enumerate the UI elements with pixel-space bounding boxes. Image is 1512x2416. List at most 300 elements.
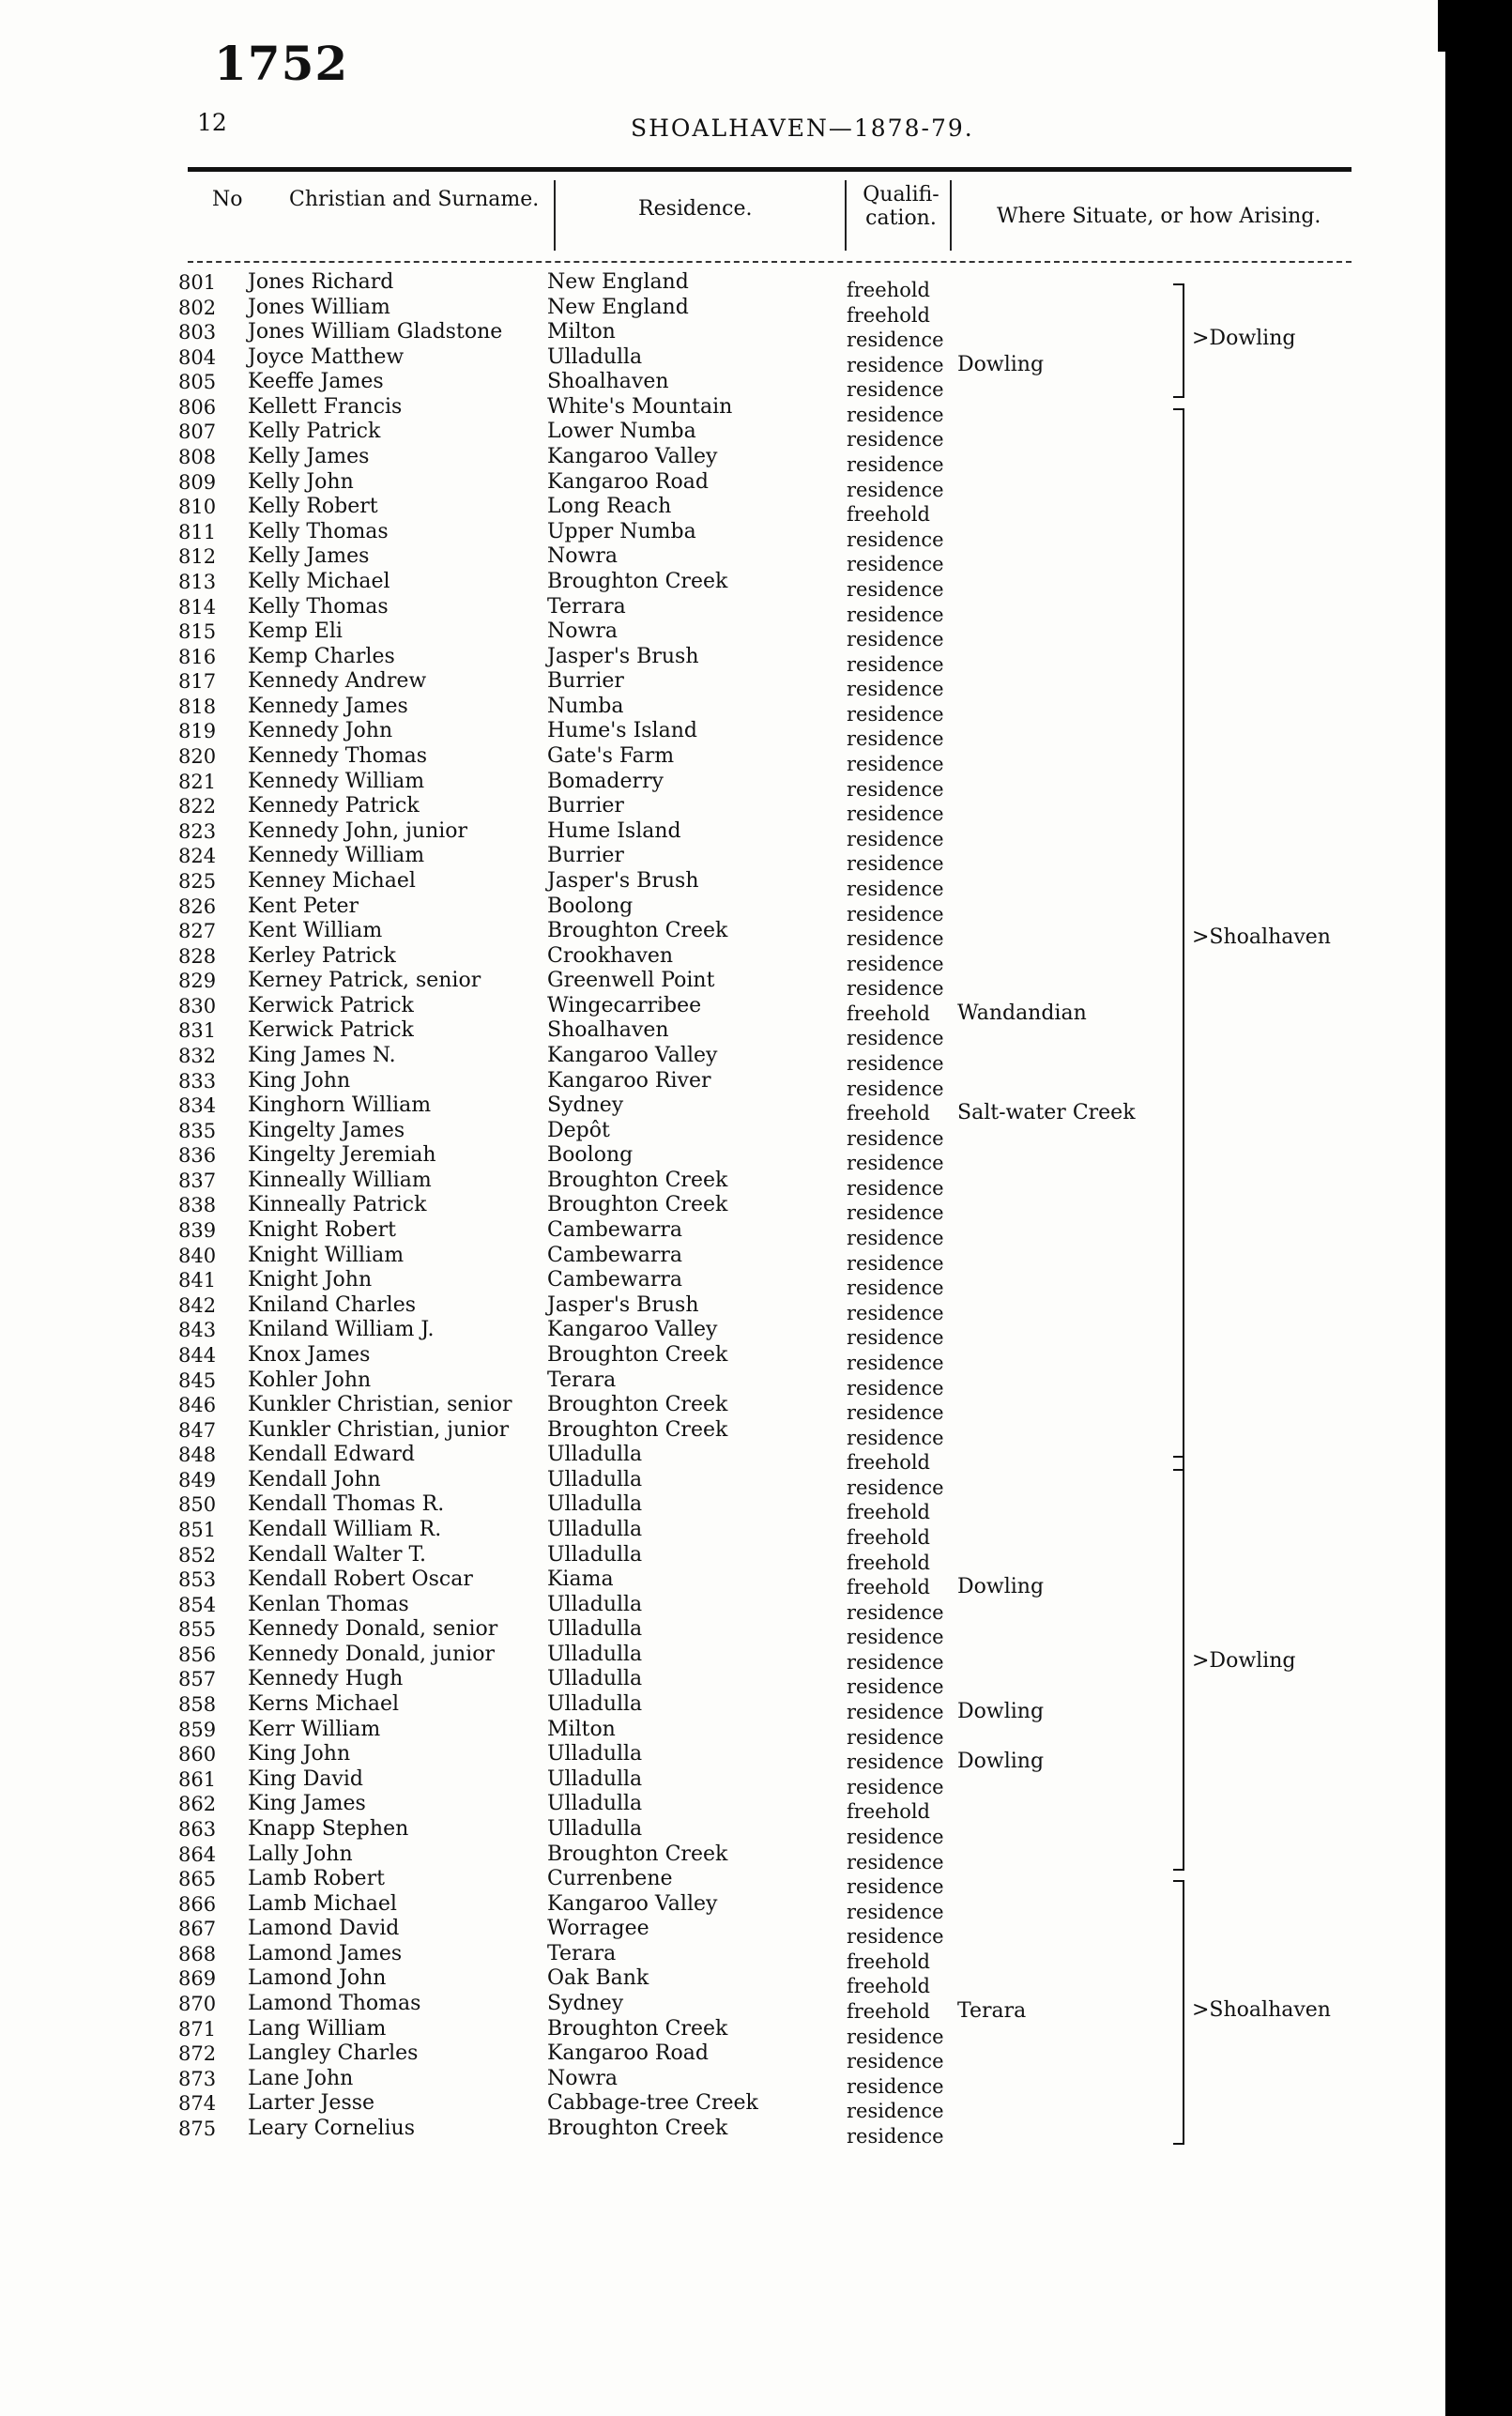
entry-qualification: freehold bbox=[847, 1576, 930, 1599]
entry-qualification: freehold bbox=[847, 1551, 930, 1574]
entry-residence: Crookhaven bbox=[547, 943, 674, 968]
table-row bbox=[0, 1243, 1438, 1275]
entry-name: Kennedy John bbox=[248, 719, 393, 743]
entry-residence: Kangaroo Valley bbox=[547, 1043, 718, 1067]
entry-residence: Cabbage-tree Creek bbox=[547, 2091, 758, 2116]
column-header-where: Where Situate, or how Arising. bbox=[997, 205, 1321, 228]
entry-number: 825 bbox=[178, 869, 217, 893]
table-row bbox=[0, 1168, 1438, 1200]
entry-qualification: residence bbox=[847, 1476, 944, 1499]
entry-qualification: residence bbox=[847, 603, 944, 626]
entry-name: Lane John bbox=[248, 2066, 354, 2090]
entry-name: Kennedy John, junior bbox=[248, 818, 468, 843]
table-row bbox=[0, 1043, 1438, 1075]
entry-qualification: residence bbox=[847, 403, 944, 426]
entry-number: 861 bbox=[178, 1767, 217, 1791]
entry-name: Kelly Michael bbox=[248, 569, 390, 593]
entry-residence: Ulladulla bbox=[547, 1742, 643, 1766]
entry-qualification: residence bbox=[847, 727, 944, 751]
table-row bbox=[0, 1292, 1438, 1324]
table-row bbox=[0, 1891, 1438, 1923]
entry-name: Langley Charles bbox=[248, 2041, 419, 2066]
entry-residence: Terara bbox=[547, 1368, 617, 1392]
entry-name: Lang William bbox=[248, 2016, 387, 2041]
entry-number: 867 bbox=[178, 1918, 217, 1941]
entry-residence: Nowra bbox=[547, 544, 618, 569]
entry-residence: Jasper's Brush bbox=[547, 1292, 699, 1317]
entry-name: Kent William bbox=[248, 919, 383, 943]
entry-qualification: residence bbox=[847, 1900, 944, 1923]
table-row bbox=[0, 594, 1438, 626]
entry-name: Knapp Stephen bbox=[248, 1816, 409, 1841]
entry-residence: Ulladulla bbox=[547, 1667, 643, 1691]
table-row bbox=[0, 445, 1438, 477]
entry-name: Lamb Michael bbox=[248, 1891, 397, 1916]
entry-number: 826 bbox=[178, 895, 217, 918]
entry-name: Kerwick Patrick bbox=[248, 993, 414, 1017]
entry-number: 837 bbox=[178, 1169, 217, 1192]
group-label: >Dowling bbox=[1192, 1648, 1296, 1673]
entry-number: 848 bbox=[178, 1444, 217, 1467]
entry-where-situate: Dowling bbox=[957, 352, 1045, 376]
table-row bbox=[0, 1842, 1438, 1873]
qualification-header-line1: Qualifi- bbox=[863, 183, 939, 206]
entry-qualification: residence bbox=[847, 1126, 944, 1150]
entry-residence: Broughton Creek bbox=[547, 1842, 728, 1866]
entry-number: 845 bbox=[178, 1369, 217, 1392]
entry-name: Kelly Thomas bbox=[248, 594, 389, 619]
table-row bbox=[0, 694, 1438, 726]
entry-residence: Burrier bbox=[547, 794, 624, 818]
entry-number: 853 bbox=[178, 1568, 217, 1592]
entry-qualification: residence bbox=[847, 1701, 944, 1724]
entry-name: Kellett Francis bbox=[248, 394, 403, 419]
table-row bbox=[0, 1093, 1438, 1125]
entry-name: Kerley Patrick bbox=[248, 943, 396, 968]
entry-qualification: residence bbox=[847, 1351, 944, 1374]
entry-name: Kennedy James bbox=[248, 694, 408, 718]
entry-residence: Ulladulla bbox=[547, 1692, 643, 1717]
entry-qualification: freehold bbox=[847, 1526, 930, 1549]
entry-name: Larter Jesse bbox=[248, 2091, 375, 2116]
entry-qualification: residence bbox=[847, 1725, 944, 1749]
entry-qualification: residence bbox=[847, 902, 944, 925]
entry-name: Kendall Edward bbox=[248, 1443, 415, 1467]
entry-qualification: freehold bbox=[847, 1800, 930, 1824]
entry-number: 802 bbox=[178, 296, 217, 319]
entry-qualification: freehold bbox=[847, 1002, 930, 1025]
entry-name: Kennedy Patrick bbox=[248, 794, 420, 818]
entry-number: 831 bbox=[178, 1019, 217, 1043]
entry-residence: Greenwell Point bbox=[547, 969, 715, 993]
entry-number: 813 bbox=[178, 570, 217, 593]
entry-number: 841 bbox=[178, 1269, 217, 1292]
table-row bbox=[0, 719, 1438, 751]
entry-qualification: residence bbox=[847, 428, 944, 451]
entry-number: 852 bbox=[178, 1543, 217, 1567]
entry-number: 849 bbox=[178, 1468, 217, 1491]
entry-number: 808 bbox=[178, 446, 217, 469]
entry-name: King David bbox=[248, 1766, 364, 1791]
entry-name: Kelly Thomas bbox=[248, 519, 389, 543]
entry-number: 868 bbox=[178, 1942, 217, 1965]
entry-number: 869 bbox=[178, 1967, 217, 1991]
table-row bbox=[0, 1766, 1438, 1798]
table-row bbox=[0, 1742, 1438, 1774]
entry-number: 824 bbox=[178, 845, 217, 868]
entry-qualification: residence bbox=[847, 652, 944, 676]
entry-residence: Ulladulla bbox=[547, 1518, 643, 1541]
entry-qualification: residence bbox=[847, 1925, 944, 1949]
entry-name: Lamond John bbox=[248, 1966, 387, 1991]
entry-number: 821 bbox=[178, 770, 217, 793]
entry-residence: Long Reach bbox=[547, 495, 672, 519]
entry-number: 863 bbox=[178, 1817, 217, 1841]
entry-qualification: residence bbox=[847, 2100, 944, 2123]
entry-residence: Kangaroo River bbox=[547, 1068, 711, 1093]
entry-number: 866 bbox=[178, 1892, 217, 1916]
entry-residence: Jasper's Brush bbox=[547, 644, 699, 668]
table-row bbox=[0, 868, 1438, 900]
entry-name: Kennedy Donald, senior bbox=[248, 1617, 498, 1642]
entry-name: Kelly Robert bbox=[248, 495, 378, 519]
entry-number: 862 bbox=[178, 1793, 217, 1816]
entry-residence: White's Mountain bbox=[547, 394, 733, 419]
entry-name: Kennedy Donald, junior bbox=[248, 1642, 495, 1666]
entry-name: King John bbox=[248, 1068, 351, 1093]
entry-residence: Milton bbox=[547, 1717, 616, 1741]
column-separator bbox=[950, 180, 952, 251]
page-number: 12 bbox=[197, 109, 227, 136]
entry-number: 843 bbox=[178, 1319, 217, 1342]
entry-number: 811 bbox=[178, 520, 217, 543]
table-row bbox=[0, 469, 1438, 501]
table-row bbox=[0, 1393, 1438, 1425]
entry-residence: Ulladulla bbox=[547, 1592, 643, 1616]
entry-number: 810 bbox=[178, 496, 217, 519]
entry-residence: Milton bbox=[547, 320, 616, 344]
entry-residence: Shoalhaven bbox=[547, 1018, 669, 1043]
table-row bbox=[0, 1617, 1438, 1649]
entry-residence: Currenbene bbox=[547, 1867, 673, 1891]
entry-residence: Cambewarra bbox=[547, 1243, 683, 1267]
entry-residence: Broughton Creek bbox=[547, 569, 728, 593]
entry-name: Lally John bbox=[248, 1842, 353, 1866]
entry-residence: Gate's Farm bbox=[547, 744, 675, 769]
table-row bbox=[0, 1143, 1438, 1175]
entry-number: 832 bbox=[178, 1044, 217, 1067]
entry-qualification: residence bbox=[847, 1751, 944, 1774]
group-bracket bbox=[1173, 1456, 1184, 1870]
entry-name: Knight John bbox=[248, 1268, 373, 1292]
entry-qualification: residence bbox=[847, 1227, 944, 1250]
entry-residence: Ulladulla bbox=[547, 1642, 643, 1666]
entry-residence: Ulladulla bbox=[547, 344, 643, 369]
entry-residence: Ulladulla bbox=[547, 1816, 643, 1841]
entry-name: Kennedy William bbox=[248, 844, 425, 868]
entry-name: Kunkler Christian, senior bbox=[248, 1393, 512, 1417]
entry-number: 812 bbox=[178, 545, 217, 569]
table-row bbox=[0, 2041, 1438, 2073]
table-row bbox=[0, 969, 1438, 1001]
entry-residence: Kiama bbox=[547, 1567, 614, 1592]
table-row bbox=[0, 1118, 1438, 1150]
table-row bbox=[0, 1068, 1438, 1100]
entry-name: Lamb Robert bbox=[248, 1867, 385, 1891]
column-header-name: Christian and Surname. bbox=[289, 188, 540, 211]
entry-qualification: residence bbox=[847, 678, 944, 701]
entry-qualification: residence bbox=[847, 927, 944, 951]
entry-qualification: residence bbox=[847, 852, 944, 876]
table-row bbox=[0, 844, 1438, 876]
entry-number: 854 bbox=[178, 1593, 217, 1616]
entry-name: Kelly Patrick bbox=[248, 420, 381, 444]
entry-qualification: residence bbox=[847, 1152, 944, 1175]
table-row bbox=[0, 544, 1438, 576]
entry-name: Knight Robert bbox=[248, 1218, 396, 1243]
entry-where-situate: Terara bbox=[957, 1999, 1027, 2024]
entry-name: Jones Richard bbox=[248, 270, 394, 294]
entry-qualification: residence bbox=[847, 628, 944, 651]
entry-name: Keeffe James bbox=[248, 370, 384, 394]
entry-qualification: residence bbox=[847, 2074, 944, 2098]
entry-name: Kniland William J. bbox=[248, 1318, 435, 1342]
entry-residence: Boolong bbox=[547, 1143, 634, 1168]
entry-residence: Ulladulla bbox=[547, 1792, 643, 1816]
entry-number: 856 bbox=[178, 1643, 217, 1666]
entry-name: Kemp Charles bbox=[248, 644, 395, 668]
entry-qualification: residence bbox=[847, 528, 944, 551]
entry-residence: Shoalhaven bbox=[547, 370, 669, 394]
entry-number: 827 bbox=[178, 920, 217, 943]
entry-number: 836 bbox=[178, 1144, 217, 1168]
group-bracket bbox=[1173, 1880, 1184, 2145]
entry-qualification: freehold bbox=[847, 279, 930, 301]
entry-residence: Ulladulla bbox=[547, 1467, 643, 1491]
entry-residence: Worragee bbox=[547, 1917, 649, 1941]
entry-residence: Numba bbox=[547, 694, 624, 718]
group-label: >Dowling bbox=[1192, 327, 1296, 351]
entry-qualification: residence bbox=[847, 1675, 944, 1699]
entry-qualification: residence bbox=[847, 1251, 944, 1275]
table-row bbox=[0, 1567, 1438, 1599]
entry-residence: Broughton Creek bbox=[547, 2116, 728, 2140]
entry-number: 835 bbox=[178, 1119, 217, 1142]
entry-qualification: residence bbox=[847, 2050, 944, 2073]
entry-number: 839 bbox=[178, 1219, 217, 1243]
header-dashed-rule bbox=[188, 261, 1352, 263]
column-header-residence: Residence. bbox=[638, 197, 753, 221]
entry-qualification: residence bbox=[847, 777, 944, 801]
table-row bbox=[0, 1018, 1438, 1050]
entry-number: 820 bbox=[178, 745, 217, 769]
entry-number: 815 bbox=[178, 620, 217, 644]
entry-number: 830 bbox=[178, 994, 217, 1017]
entry-residence: Broughton Creek bbox=[547, 1193, 728, 1217]
table-row bbox=[0, 295, 1438, 327]
entry-number: 816 bbox=[178, 645, 217, 668]
entry-residence: Broughton Creek bbox=[547, 1393, 728, 1417]
entry-qualification: residence bbox=[847, 1850, 944, 1873]
entry-qualification: residence bbox=[847, 1426, 944, 1449]
entry-number: 822 bbox=[178, 795, 217, 818]
group-bracket bbox=[1173, 283, 1184, 398]
entry-name: Lamond David bbox=[248, 1917, 400, 1941]
table-row bbox=[0, 1792, 1438, 1824]
entry-qualification: freehold bbox=[847, 1950, 930, 1973]
table-row bbox=[0, 420, 1438, 451]
entry-residence: Nowra bbox=[547, 2066, 618, 2090]
entry-name: Kenney Michael bbox=[248, 868, 416, 893]
table-row bbox=[0, 1443, 1438, 1475]
entry-qualification: residence bbox=[847, 877, 944, 900]
entry-residence: Terara bbox=[547, 1941, 617, 1965]
entry-name: Kendall Thomas R. bbox=[248, 1492, 445, 1517]
table-row bbox=[0, 1342, 1438, 1374]
entry-number: 806 bbox=[178, 395, 217, 419]
entry-qualification: freehold bbox=[847, 2000, 930, 2024]
table-row bbox=[0, 894, 1438, 925]
table-row bbox=[0, 669, 1438, 701]
entry-where-situate: Dowling bbox=[957, 1700, 1045, 1724]
entry-number: 829 bbox=[178, 970, 217, 993]
entry-qualification: residence bbox=[847, 1077, 944, 1100]
entry-qualification: residence bbox=[847, 353, 944, 376]
running-title: SHOALHAVEN—1878-79. bbox=[631, 115, 974, 142]
entry-name: Lamond Thomas bbox=[248, 1992, 421, 2016]
entry-residence: Oak Bank bbox=[547, 1966, 649, 1991]
entry-number: 873 bbox=[178, 2067, 217, 2090]
entry-number: 859 bbox=[178, 1718, 217, 1741]
entry-qualification: residence bbox=[847, 378, 944, 402]
entry-residence: Ulladulla bbox=[547, 1443, 643, 1467]
entry-residence: Jasper's Brush bbox=[547, 868, 699, 893]
entry-number: 874 bbox=[178, 2092, 217, 2116]
entry-name: Kennedy Thomas bbox=[248, 744, 428, 769]
entry-qualification: residence bbox=[847, 1326, 944, 1350]
table-row bbox=[0, 1467, 1438, 1499]
entry-name: Kelly James bbox=[248, 544, 370, 569]
table-row bbox=[0, 495, 1438, 527]
entry-name: Knight William bbox=[248, 1243, 405, 1267]
table-row bbox=[0, 1542, 1438, 1574]
entry-qualification: residence bbox=[847, 753, 944, 776]
entry-number: 840 bbox=[178, 1244, 217, 1267]
entry-residence: Broughton Creek bbox=[547, 1168, 728, 1192]
entry-name: Kinneally William bbox=[248, 1168, 432, 1192]
entry-qualification: residence bbox=[847, 1027, 944, 1050]
entry-residence: Ulladulla bbox=[547, 1542, 643, 1567]
entry-residence: Nowra bbox=[547, 619, 618, 644]
entry-number: 809 bbox=[178, 470, 217, 494]
table-row bbox=[0, 1917, 1438, 1949]
entry-qualification: residence bbox=[847, 952, 944, 975]
entry-name: Kerney Patrick, senior bbox=[248, 969, 481, 993]
entry-name: Kingelty James bbox=[248, 1118, 405, 1142]
entry-name: Kerns Michael bbox=[248, 1692, 400, 1717]
column-header-no: No bbox=[212, 188, 243, 211]
entry-number: 850 bbox=[178, 1493, 217, 1517]
entry-residence: Upper Numba bbox=[547, 519, 696, 543]
entry-number: 805 bbox=[178, 371, 217, 394]
entry-number: 844 bbox=[178, 1343, 217, 1367]
table-row bbox=[0, 644, 1438, 676]
entry-name: Joyce Matthew bbox=[248, 344, 405, 369]
entry-qualification: freehold bbox=[847, 303, 930, 327]
entry-number: 834 bbox=[178, 1094, 217, 1118]
entry-qualification: residence bbox=[847, 478, 944, 501]
entry-name: Kingelty Jeremiah bbox=[248, 1143, 436, 1168]
entry-residence: Kangaroo Road bbox=[547, 2041, 709, 2066]
entry-name: Kunkler Christian, junior bbox=[248, 1417, 510, 1442]
entry-name: Kinneally Patrick bbox=[248, 1193, 427, 1217]
entry-name: Kemp Eli bbox=[248, 619, 343, 644]
entry-name: Kendall Robert Oscar bbox=[248, 1567, 473, 1592]
entry-number: 833 bbox=[178, 1069, 217, 1093]
entry-number: 871 bbox=[178, 2017, 217, 2041]
entry-residence: Broughton Creek bbox=[547, 2016, 728, 2041]
table-row bbox=[0, 1368, 1438, 1399]
entry-qualification: residence bbox=[847, 1626, 944, 1649]
entry-residence: New England bbox=[547, 270, 689, 294]
table-row bbox=[0, 1941, 1438, 1973]
entry-residence: Terrara bbox=[547, 594, 626, 619]
entry-where-situate: Dowling bbox=[957, 1750, 1045, 1774]
column-separator bbox=[554, 180, 556, 251]
table-row bbox=[0, 744, 1438, 776]
entry-number: 846 bbox=[178, 1394, 217, 1417]
table-row bbox=[0, 1717, 1438, 1749]
entry-number: 823 bbox=[178, 819, 217, 843]
entry-number: 860 bbox=[178, 1743, 217, 1766]
entry-name: Kennedy William bbox=[248, 769, 425, 793]
table-row bbox=[0, 519, 1438, 551]
entry-name: Kerwick Patrick bbox=[248, 1018, 414, 1043]
group-label: >Shoalhaven bbox=[1192, 1998, 1331, 2023]
entry-qualification: residence bbox=[847, 329, 944, 352]
entry-qualification: residence bbox=[847, 1176, 944, 1200]
entry-name: Kniland Charles bbox=[248, 1292, 417, 1317]
entry-qualification: residence bbox=[847, 1875, 944, 1899]
entry-number: 807 bbox=[178, 421, 217, 444]
entry-name: Kennedy Andrew bbox=[248, 669, 427, 694]
entry-residence: Lower Numba bbox=[547, 420, 696, 444]
adjacent-page-edge bbox=[1438, 52, 1445, 2416]
entry-qualification: residence bbox=[847, 803, 944, 826]
entry-qualification: residence bbox=[847, 2025, 944, 2048]
entry-qualification: residence bbox=[847, 702, 944, 726]
entry-number: 804 bbox=[178, 345, 217, 369]
entry-name: Kent Peter bbox=[248, 894, 359, 918]
table-row bbox=[0, 569, 1438, 601]
entry-number: 872 bbox=[178, 2042, 217, 2066]
entry-where-situate: Wandandian bbox=[957, 1001, 1087, 1025]
entry-name: King James bbox=[248, 1792, 366, 1816]
entry-qualification: residence bbox=[847, 977, 944, 1001]
entry-residence: Ulladulla bbox=[547, 1766, 643, 1791]
table-row bbox=[0, 1592, 1438, 1624]
table-row bbox=[0, 1318, 1438, 1350]
entry-number: 865 bbox=[178, 1868, 217, 1891]
entry-name: Kerr William bbox=[248, 1717, 381, 1741]
table-row bbox=[0, 1966, 1438, 1998]
entry-name: Kenlan Thomas bbox=[248, 1592, 409, 1616]
table-row bbox=[0, 1193, 1438, 1225]
entry-number: 842 bbox=[178, 1293, 217, 1317]
entry-name: Jones William bbox=[248, 295, 390, 319]
entry-number: 803 bbox=[178, 321, 217, 344]
entry-number: 817 bbox=[178, 670, 217, 694]
